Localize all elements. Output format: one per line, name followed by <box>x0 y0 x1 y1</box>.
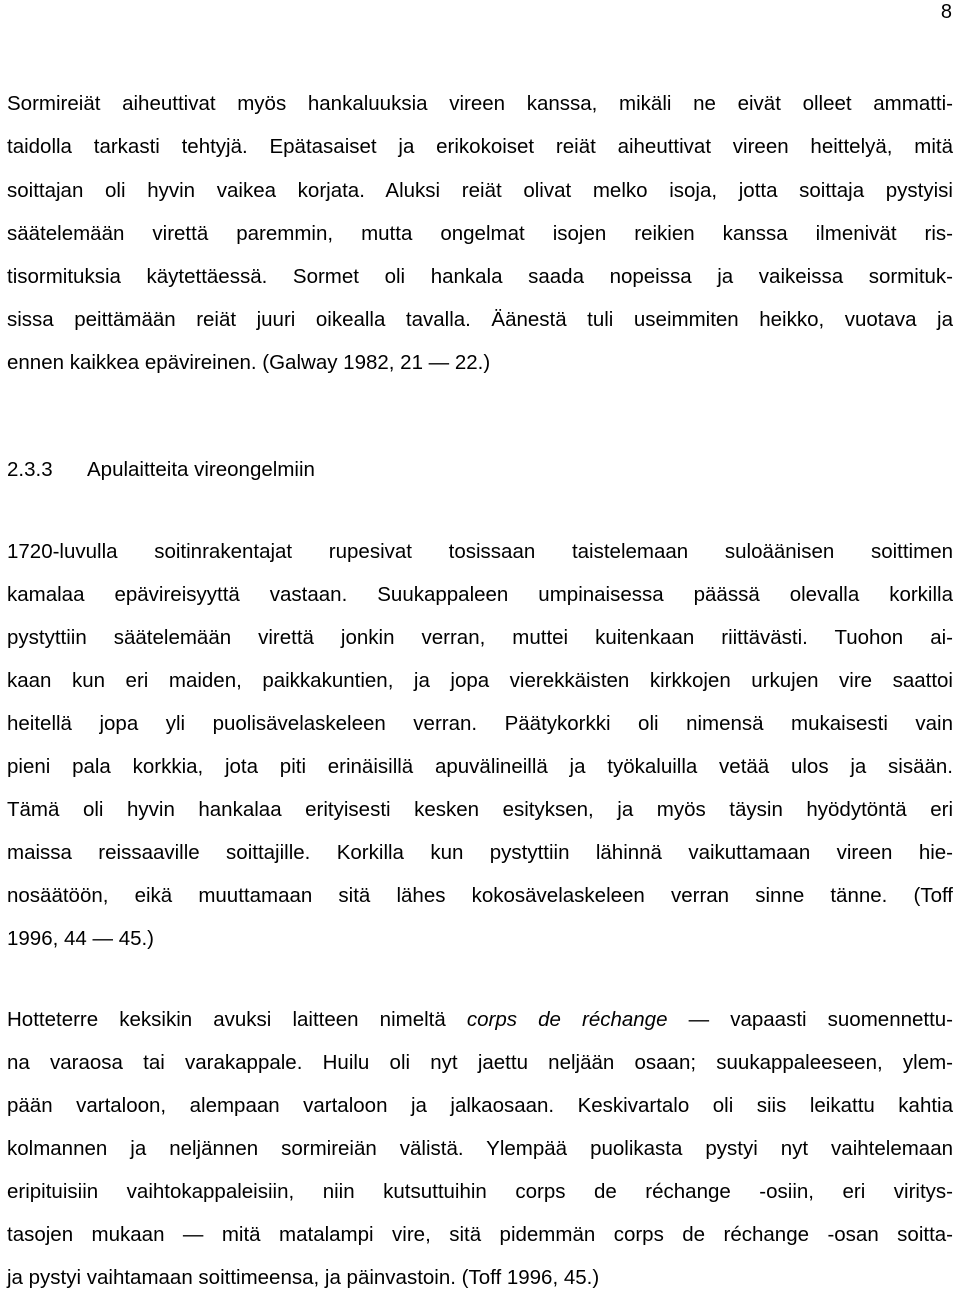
paragraph-line: na varaosa tai varakappale. Huilu oli nyt jaettu neljään osaan; suukappaleeseen, ylem- <box>7 1051 953 1074</box>
section-number: 2.3.3 <box>7 458 53 481</box>
paragraph-line: sissa peittämään reiät juuri oikealla tavalla. Äänestä tuli useimmiten heikko, vuotava ja <box>7 308 953 331</box>
section-heading <box>7 458 315 482</box>
paragraph-line: ja pystyi vaihtamaan soittimeensa, ja päinvastoin. (Toff 1996, 45.) <box>7 1266 600 1289</box>
section-title: Apulaitteita vireongelmiin <box>87 458 315 481</box>
paragraph-line <box>7 1008 953 1032</box>
paragraph-line: soittajan oli hyvin vaikea korjata. Aluksi reiät olivat melko isoja, jotta soittaja pystyisi <box>7 179 953 202</box>
paragraph-line: 1996, 44 — 45.) <box>7 927 155 950</box>
paragraph-line: 1720-luvulla soitinrakentajat rupesivat tosissaan taistelemaan suloäänisen soittimen <box>7 540 953 563</box>
paragraph-line: heitellä jopa yli puolisävelaskeleen verran. Päätykorkki oli nimensä mukaisesti vain <box>7 712 953 735</box>
paragraph-line: maissa reissaaville soittajille. Korkilla kun pystyttiin lähinnä vaikuttamaan vireen hie- <box>7 841 953 864</box>
paragraph-line: säätelemään virettä paremmin, mutta ongelmat isojen reikien kanssa ilmenivät ris- <box>7 222 953 245</box>
paragraph-line: kamalaa epävireisyyttä vastaan. Suukappaleen umpinaisessa päässä olevalla korkilla <box>7 583 953 606</box>
paragraph-line: kaan kun eri maiden, paikkakuntien, ja jopa vierekkäisten kirkkojen urkujen vire saattoi <box>7 669 953 692</box>
paragraph-line: ennen kaikkea epävireinen. (Galway 1982, 21 — 22.) <box>7 351 491 374</box>
page-number: 8 <box>940 1 952 23</box>
paragraph-line: Tämä oli hyvin hankalaa erityisesti kesken esityksen, ja myös täysin hyödytöntä eri <box>7 798 953 821</box>
paragraph-line: pieni pala korkkia, jota piti erinäisillä apuvälineillä ja työkaluilla vetää ulos ja sisään. <box>7 755 953 778</box>
paragraph-line: Sormireiät aiheuttivat myös hankaluuksia vireen kanssa, mikäli ne eivät olleet ammatti- <box>7 92 953 115</box>
paragraph-line: tasojen mukaan — mitä matalampi vire, sitä pidemmän corps de réchange -osan soitta- <box>7 1223 953 1246</box>
paragraph-line: pään vartaloon, alempaan vartaloon ja jalkaosaan. Keskivartalo oli siis leikattu kahtia <box>7 1094 953 1117</box>
paragraph-line: pystyttiin säätelemään virettä jonkin verran, muttei kuitenkaan riittävästi. Tuohon ai- <box>7 626 953 649</box>
paragraph-line: tisormituksia käytettäessä. Sormet oli hankala saada nopeissa ja vaikeissa sormituk- <box>7 265 953 288</box>
paragraph-line: eripituisiin vaihtokappaleisiin, niin kutsuttuihin corps de réchange -osiin, eri viritys- <box>7 1180 953 1203</box>
italic-term: corps de réchange <box>466 1008 668 1031</box>
paragraph-text: — vapaasti suomennettu- <box>688 1008 954 1031</box>
paragraph-text: Hotteterre keksikin avuksi laitteen nimeltä <box>7 1008 446 1031</box>
paragraph-line: taidolla tarkasti tehtyjä. Epätasaiset ja erikokoiset reiät aiheuttivat vireen heittelyä, mitä <box>7 135 953 158</box>
paragraph-line: kolmannen ja neljännen sormireiän välistä. Ylempää puolikasta pystyi nyt vaihtelemaan <box>7 1137 953 1160</box>
paragraph-line: nosäätöön, eikä muuttamaan sitä lähes kokosävelaskeleen verran sinne tänne. (Toff <box>7 884 953 907</box>
